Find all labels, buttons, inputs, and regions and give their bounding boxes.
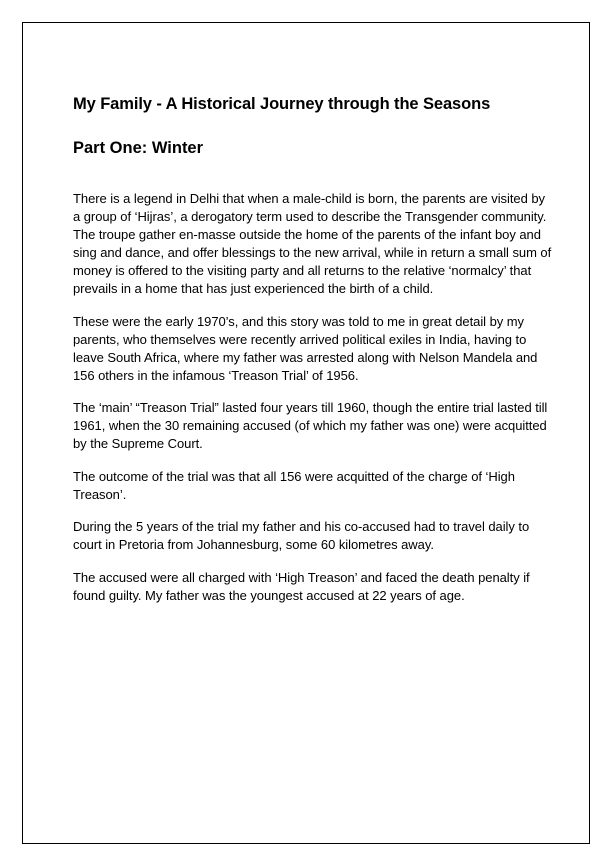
paragraph-2: These were the early 1970’s, and this story was told to me in great detail by my parents, who themselves were recently arrived political exiles in India, having to leave South Africa, where my father was arrested along with Nelson Mandela and 156 others in the infamous ‘Treason Trial’ of 1956.	[73, 313, 538, 383]
section-heading: Part One: Winter	[73, 139, 204, 157]
paragraph-5: During the 5 years of the trial my father and his co-accused had to travel daily to court in Pretoria from Johannesburg, some 60 kilometres away.	[73, 519, 530, 552]
paragraph-3: The ‘main’ “Treason Trial” lasted four years till 1960, though the entire trial lasted till 1961, when the 30 remaining accused (of which my father was one) were acquitted by the Supreme Court.	[73, 400, 548, 451]
body-text	[73, 190, 553, 605]
document-title: My Family - A Historical Journey through the Seasons	[73, 95, 491, 113]
paragraph-1: There is a legend in Delhi that when a male-child is born, the parents are visited by a group of ‘Hijras’, a derogatory term used to describe the Transgender community. The troupe gather en-masse outside the home of the parents of the infant boy and sing and dance, and offer blessings to the new arrival, while in return a small sum of money is offered to the visiting party and all returns to the relative ‘normalcy’ that prevails in a home that has just experienced the birth of a child.	[73, 191, 552, 296]
document-body	[73, 93, 553, 619]
paragraph-6: The accused were all charged with ‘High Treason’ and faced the death penalty if found guilty. My father was the youngest accused at 22 years of age.	[73, 569, 530, 603]
paragraph-4: The outcome of the trial was that all 156 were acquitted of the charge of ‘High Treason’.	[73, 468, 515, 502]
